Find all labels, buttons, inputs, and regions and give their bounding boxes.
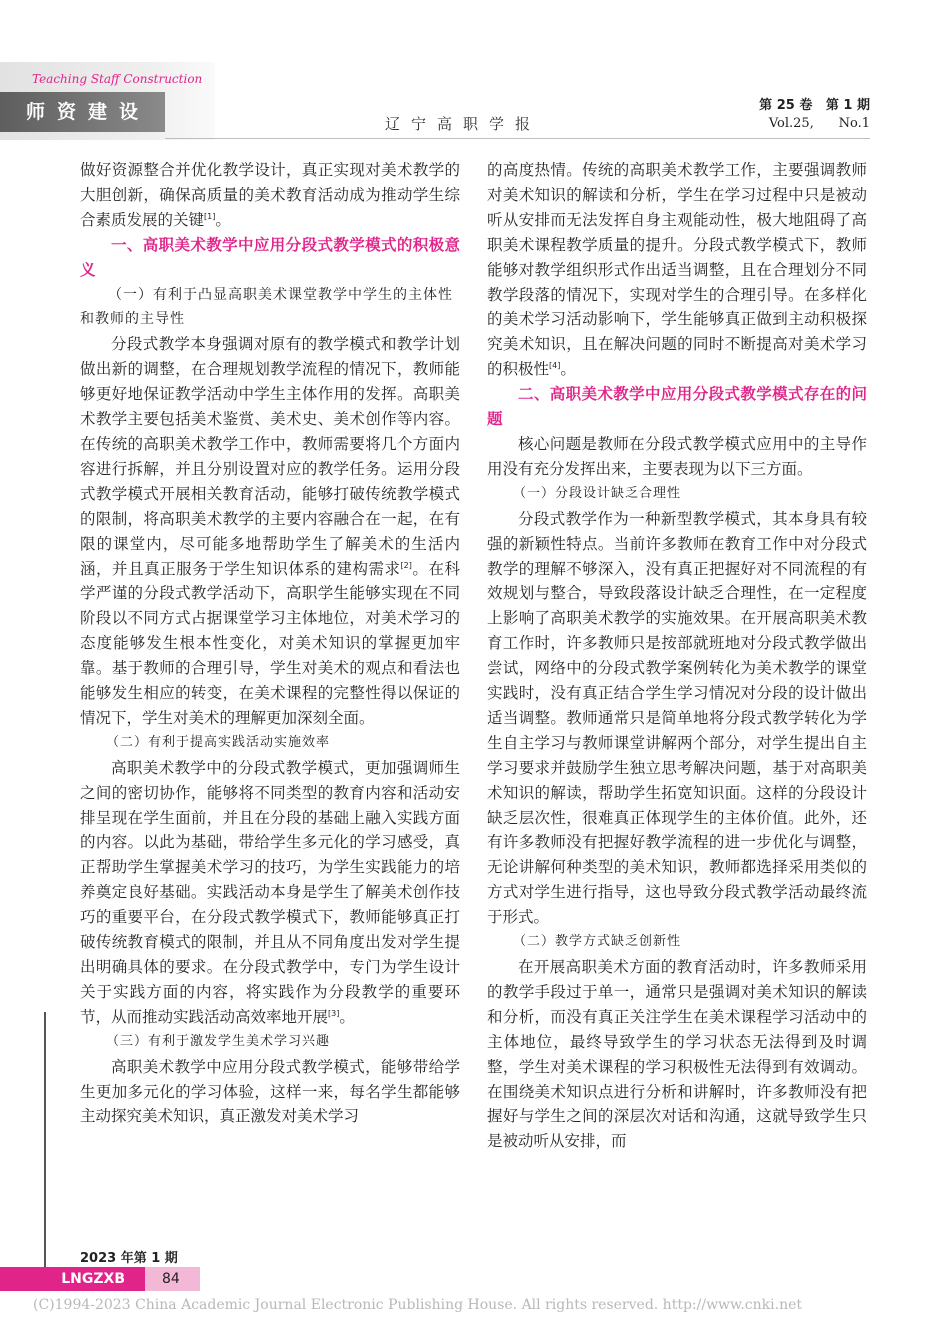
copyright-notice: (C)1994-2023 China Academic Journal Electronic Publishing House. All rights reserved. http://www.cnki.net xyxy=(33,1297,803,1313)
magazine-code: LNGZXB xyxy=(0,1267,145,1291)
paragraph-continued-end: 。 xyxy=(560,360,576,379)
paragraph-1-1-text: 分段式教学本身强调对原有的教学模式和教学计划做出新的调整，在合理规划教学流程的情况下，教师能够更好地保证教学活动中学生主体作用的发挥。高职美术教学主要包括美术鉴赏、美术史、美术创作等内容。在传统的高职美术教学工作中，教师需要将几个方面内容进行拆解，并且分别设置对应的教学任务。运用分段式教学模式开展相关教育活动，能够打破传统教学模式的限制，将高职美术教学的主要内容融合在一起，在有限的课堂内，尽可能多地帮助学生了解美术的生活内涵，并且真正服务于学生知识体系的建构需求 xyxy=(80,335,460,578)
section-heading-1: 一、高职美术教学中应用分段式教学模式的积极意义 xyxy=(80,235,460,279)
section-title-cn: 师资建设 xyxy=(0,92,165,132)
paragraph-2-2: 在开展高职美术方面的教育活动时，许多教师采用的教学手段过于单一，通常只是强调对美术知识的解读和分析，而没有真正关注学生在美术课程学习活动中的主体地位，最终导致学生的学习状态无法得到及时调整，学生对美术课程的学习积极性无法得到有效调动。在围绕美术知识点进行分析和讲解时，许多教师没有把握好与学生之间的深层次对话和沟通，这就导致学生只是被动听从安排，而 xyxy=(487,958,867,1151)
reference-4[interactable]: [4] xyxy=(549,361,561,371)
reference-3[interactable]: [3] xyxy=(328,1008,340,1018)
reference-1[interactable]: [1] xyxy=(204,211,216,221)
paragraph-2-intro: 核心问题是教师在分段式教学模式应用中的主导作用没有充分发挥出来，主要表现为以下三方面。 xyxy=(487,434,867,478)
subheading-2-1: （一）分段设计缺乏合理性 xyxy=(513,485,682,501)
subheading-1-1: （一）有利于凸显高职美术课堂教学中学生的主体性和教师的主导性 xyxy=(80,286,453,328)
section-title-en: Teaching Staff Construction xyxy=(32,72,203,86)
subheading-2-2: （二）教学方式缺乏创新性 xyxy=(513,934,682,950)
footer-bar xyxy=(0,1267,200,1291)
journal-name: 辽宁高职学报 xyxy=(385,115,542,133)
paragraph-2-1: 分段式教学作为一种新型教学模式，其本身具有较强的新颖性特点。当前许多教师在教育工作中对分段式教学的理解不够深入，没有真正把握好对不同流程的有效规划与整合，导致段落设计缺乏合理性，在一定程度上影响了高职美术教学的实施效果。在开展高职美术教育工作时，许多教师只是按部就班地对分段式教学做出尝试，网络中的分段式教学案例转化为美术教学的课堂实践时，没有真正结合学生学习情况对分段的设计做出适当调整。教师通常只是简单地将分段式教学转化为学生自主学习与教师课堂讲解两个部分，对学生提出自主学习要求并鼓励学生独立思考解决问题，基于对高职美术知识的解读，帮助学生拓宽知识面。这样的分段设计缺乏层次性，很难真正体现学生的主体价值。此外，还有许多教师没有把握好教学流程的进一步优化与调整，无论讲解何种类型的美术知识，教师都选择采用类似的方式对学生进行指导，这也导致分段式教学活动最终流于形式。 xyxy=(487,509,867,927)
paragraph-continued-text: 的高度热情。传统的高职美术教学工作，主要强调教师对美术知识的解读和分析，学生在学习过程中只是被动听从安排而无法发挥自身主观能动性，极大地阻碍了高职美术课程教学质量的提升。分段式教学模式下，教师能够对教学组织形式作出适当调整，且在合理划分不同教学段落的情况下，实现对学生的合理引导。在多样化的美术学习活动影响下，学生能够真正做到主动积极探究美术知识，且在解决问题的同时不断提高对美术学习的积极性 xyxy=(487,161,867,379)
subheading-1-3: （三）有利于激发学生美术学习兴趣 xyxy=(106,1033,331,1049)
paragraph-1-1 xyxy=(80,332,460,731)
paragraph-1-2 xyxy=(80,756,460,1030)
paragraph-continued xyxy=(487,158,867,382)
page-number: 84 xyxy=(162,1271,180,1287)
paragraph-1-2-end: 。 xyxy=(339,1007,355,1026)
volume-issue-en: Vol.25, No.1 xyxy=(768,116,870,131)
paragraph-1-2-text: 高职美术教学中的分段式教学模式，更加强调师生之间的密切协作，能够将不同类型的教育内容和活动安排呈现在学生面前，并且在分段的基础上融入实践方面的内容。以此为基础，带给学生多元化的学习感受，真正帮助学生掌握美术学习的技巧，为学生实践能力的培养奠定良好基础。实践活动本身是学生了解美术创作技巧的重要平台，在分段式教学模式下，教师能够真正打破传统教育模式的限制，并且从不同角度出发对学生提出明确具体的要求。在分段式教学中，专门为学生设计关于实践方面的内容，将实践作为分段教学的重要环节，从而推动实践活动高效率地开展 xyxy=(80,758,460,1026)
paragraph-1-1-text-cont: 。在科学严谨的分段式教学活动下，高职学生能够实现在不同阶段以不同方式占据课堂学习主体地位，对美术学习的态度能够发生根本性变化，对美术知识的掌握更加牢靠。基于教师的合理引导，学生对美术的观点和看法也能够发生相应的转变，在美术课程的完整性得以保证的情况下，学生对美术的理解更加深刻全面。 xyxy=(80,559,460,727)
footer-issue: 2023 年第 1 期 xyxy=(80,1251,178,1266)
left-column xyxy=(80,158,460,1129)
intro-text: 做好资源整合并优化教学设计，真正实现对美术教学的大胆创新，确保高质量的美术教育活动成为推动学生综合素质发展的关键 xyxy=(80,161,460,229)
header-rule xyxy=(165,138,870,139)
section-heading-2: 二、高职美术教学中应用分段式教学模式存在的问题 xyxy=(487,385,867,429)
right-column xyxy=(487,158,867,1154)
intro-paragraph: 做好资源整合并优化教学设计，真正实现对美术教学的大胆创新，确保高质量的美术教育活动成为推动学生综合素质发展的关键[1]。 xyxy=(80,161,460,229)
margin-rule xyxy=(44,1012,46,1290)
volume-issue-cn: 第 25 卷 第 1 期 xyxy=(759,98,870,113)
reference-2[interactable]: [2] xyxy=(400,560,412,570)
subheading-1-2: （二）有利于提高实践活动实施效率 xyxy=(106,734,331,750)
paragraph-1-3: 高职美术教学中应用分段式教学模式，能够带给学生更加多元化的学习体验，这样一来，每名学生都能够主动探究美术知识，真正激发对美术学习 xyxy=(80,1057,460,1126)
